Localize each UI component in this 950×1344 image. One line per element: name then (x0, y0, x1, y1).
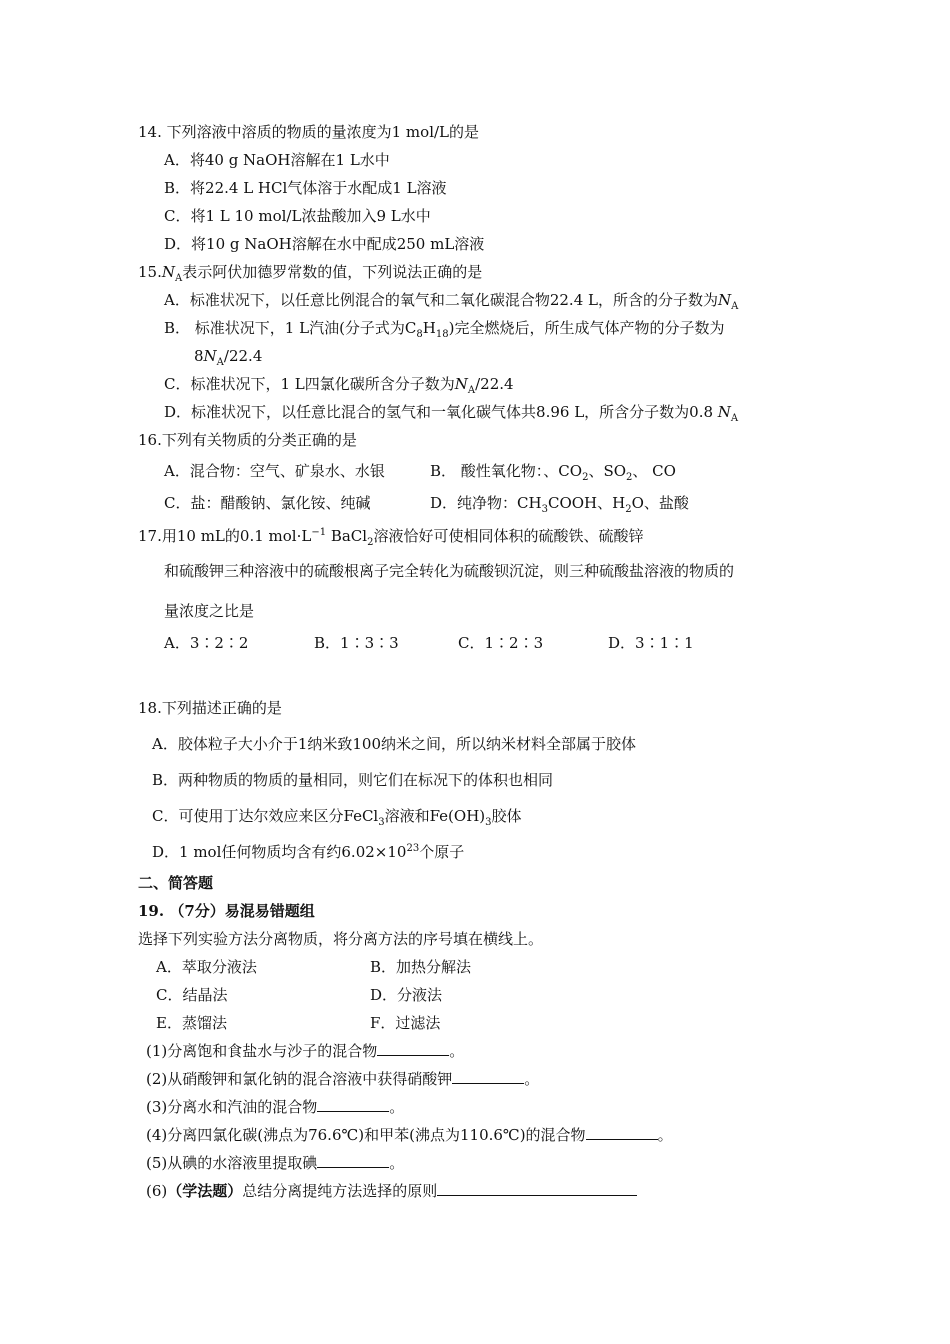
q19-part-5 (146, 1153, 404, 1173)
avogadro-subscript: A (731, 301, 739, 312)
q17-stem-line1 (138, 526, 643, 546)
q19-part-4 (146, 1125, 673, 1145)
avogadro-subscript: A (174, 273, 183, 284)
q18-c-part1: C．可使用丁达尔效应来区分FeCl (152, 807, 379, 825)
q15-number: 15. (138, 263, 162, 281)
subscript: 2 (582, 472, 589, 483)
q18-option-d (152, 842, 464, 862)
answer-blank[interactable] (317, 1097, 389, 1112)
answer-blank[interactable] (452, 1069, 524, 1084)
hydrogen-symbol: H (422, 319, 436, 337)
q15-b2-coeff: 8 (194, 347, 204, 365)
subscript: 2 (625, 504, 632, 515)
avogadro-subscript: A (467, 385, 476, 396)
q17-part1: 17.用10 mL的0.1 mol·L (138, 527, 312, 545)
answer-blank[interactable] (586, 1125, 658, 1140)
q16-b-part2: 、SO (588, 462, 627, 480)
avogadro-symbol: N (203, 347, 217, 365)
q15-option-d-text: D．标准状况下，以任意比混合的氢气和一氧化碳气体共8.96 L，所含分子数为0.8 (164, 403, 718, 421)
period: 。 (524, 1070, 540, 1088)
q19-p6-text: 总结分离提纯方法选择的原则 (242, 1182, 438, 1200)
q16-b-part1: B． 酸性氧化物：、CO (430, 462, 583, 480)
q17-option-a: A．3∶2∶2 (164, 634, 249, 652)
q17-part2: BaCl (326, 527, 368, 545)
q18-d-part1: D．1 mol任何物质均含有约6.02×10 (152, 843, 407, 861)
avogadro-symbol: N (717, 403, 731, 421)
q15-option-b-line2 (194, 346, 262, 366)
q14-option-b: B．将22.4 L HCl气体溶于水配成1 L溶液 (164, 179, 447, 197)
q17-stem-line3: 量浓度之比是 (164, 602, 255, 620)
q15-option-c (164, 374, 514, 394)
q16-option-d (430, 493, 689, 513)
avogadro-subscript: A (216, 357, 224, 368)
q17-option-d: D．3∶1∶1 (608, 634, 694, 652)
period: 。 (449, 1042, 465, 1060)
q19-part-2 (146, 1069, 539, 1089)
subscript: 3 (485, 817, 492, 828)
carbon-subscript: 8 (416, 329, 423, 340)
q15-c-rest: /22.4 (475, 375, 514, 393)
q14-stem: 14. 下列溶液中溶质的物质的量浓度为1 mol/L的是 (138, 123, 480, 141)
q19-option-f: F．过滤法 (370, 1014, 441, 1032)
q16-b-part3: 、 CO (632, 462, 676, 480)
q15-b2-rest: /22.4 (223, 347, 263, 365)
q19-option-e: E．蒸馏法 (156, 1014, 227, 1032)
avogadro-symbol: N (161, 263, 175, 281)
q18-c-part3: 胶体 (491, 807, 522, 825)
subscript: 2 (367, 537, 374, 548)
q18-c-part2: 溶液和Fe(OH) (384, 807, 486, 825)
q16-option-b (430, 461, 676, 481)
answer-blank-long[interactable] (437, 1181, 637, 1196)
period: 。 (389, 1098, 405, 1116)
q19-part-6 (146, 1181, 637, 1201)
q15-option-d (164, 402, 738, 422)
q19-option-d: D．分液法 (370, 986, 443, 1004)
q17-option-b: B．1∶3∶3 (314, 634, 399, 652)
q16-d-part3: O、盐酸 (631, 494, 689, 512)
q16-option-c: C．盐：醋酸钠、氯化铵、纯碱 (164, 494, 371, 512)
q19-option-b: B．加热分解法 (370, 958, 472, 976)
hydrogen-subscript: 18 (435, 329, 449, 340)
q19-p6-tag: （学法题） (167, 1182, 243, 1200)
q19-option-a: A．萃取分液法 (156, 958, 257, 976)
q19-p6-num: (6) (146, 1182, 168, 1200)
q19-title: 19. （7分）易混易错题组 (138, 902, 315, 920)
q14-option-a: A．将40 g NaOH溶解在1 L水中 (164, 151, 390, 169)
q19-p4-text: (4)分离四氯化碳(沸点为76.6℃)和甲苯(沸点为110.6℃)的混合物 (146, 1126, 586, 1144)
answer-blank[interactable] (317, 1153, 389, 1168)
section-heading: 二、简答题 (138, 874, 214, 892)
subscript: 3 (541, 504, 548, 515)
q15-option-c-text: C．标准状况下，1 L四氯化碳所含分子数为 (164, 375, 455, 393)
q15-option-b-line1 (164, 318, 724, 338)
superscript: −1 (311, 527, 327, 538)
q19-intro: 选择下列实验方法分离物质，将分离方法的序号填在横线上。 (138, 930, 544, 948)
period: 。 (389, 1154, 405, 1172)
q18-d-part2: 个原子 (419, 843, 465, 861)
q17-option-c: C．1∶2∶3 (458, 634, 544, 652)
q15-option-b-text: B． 标准状况下，1 L汽油(分子式为C (164, 319, 417, 337)
avogadro-subscript: A (730, 413, 739, 424)
q19-p3-text: (3)分离水和汽油的混合物 (146, 1098, 318, 1116)
subscript: 3 (378, 817, 385, 828)
q15-option-a-text: A．标准状况下，以任意比例混合的氧气和二氧化碳混合物22.4 L，所含的分子数为 (164, 291, 718, 309)
q16-d-part2: COOH、H (547, 494, 626, 512)
avogadro-symbol: N (454, 375, 468, 393)
q19-p1-text: (1)分离饱和食盐水与沙子的混合物 (146, 1042, 378, 1060)
q19-p5-text: (5)从碘的水溶液里提取碘 (146, 1154, 318, 1172)
q14-option-c: C．将1 L 10 mol/L浓盐酸加入9 L水中 (164, 207, 431, 225)
q18-option-a: A．胶体粒子大小介于1纳米致100纳米之间，所以纳米材料全部属于胶体 (152, 735, 637, 753)
period: 。 (657, 1126, 673, 1144)
q19-option-c: C．结晶法 (156, 986, 228, 1004)
q15-stem-text: 表示阿伏加德罗常数的值，下列说法正确的是 (182, 263, 483, 281)
q16-option-a: A．混合物：空气、矿泉水、水银 (164, 462, 385, 480)
subscript: 2 (626, 472, 633, 483)
avogadro-symbol: N (717, 291, 732, 309)
q18-option-c (152, 806, 522, 826)
superscript: 23 (406, 843, 420, 854)
q17-part3: 溶液恰好可使相同体积的硫酸铁、硫酸锌 (373, 527, 644, 545)
q15-option-a (164, 290, 738, 310)
q19-part-3 (146, 1097, 404, 1117)
q19-p2-text: (2)从硝酸钾和氯化钠的混合溶液中获得硝酸钾 (146, 1070, 453, 1088)
q16-stem: 16.下列有关物质的分类正确的是 (138, 431, 357, 449)
q15-stem (138, 262, 482, 282)
q15-option-b-text-rest: )完全燃烧后，所生成气体产物的分子数为 (448, 319, 725, 337)
answer-blank[interactable] (377, 1041, 449, 1056)
q14-option-d: D．将10 g NaOH溶解在水中配成250 mL溶液 (164, 235, 485, 253)
q16-d-part1: D．纯净物：CH (430, 494, 542, 512)
q18-option-b: B．两种物质的物质的量相同，则它们在标况下的体积也相同 (152, 771, 554, 789)
q18-stem: 18.下列描述正确的是 (138, 699, 282, 717)
q17-stem-line2: 和硫酸钾三种溶液中的硫酸根离子完全转化为硫酸钡沉淀，则三种硫酸盐溶液的物质的 (164, 562, 735, 580)
q19-part-1 (146, 1041, 464, 1061)
